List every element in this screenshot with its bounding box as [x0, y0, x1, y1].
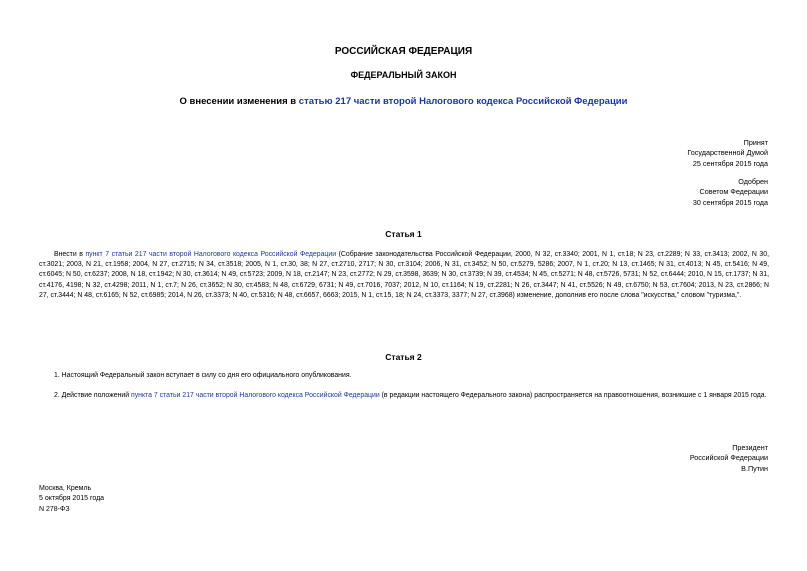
signature-title: Президент — [732, 443, 768, 452]
law-title — [0, 96, 807, 107]
adopted-label: Принят — [743, 138, 768, 147]
article-1-link[interactable]: пункт 7 статьи 217 части второй Налогового кодекса Российской Федерации — [85, 251, 337, 258]
law-type-heading: ФЕДЕРАЛЬНЫЙ ЗАКОН — [350, 70, 457, 80]
article-1-text — [39, 250, 769, 301]
place-date: 5 октября 2015 года — [39, 495, 105, 503]
signature-name: В.Путин — [741, 463, 768, 473]
article-2-prefix: 2. Действие положений — [54, 392, 131, 399]
article-2-heading: Статья 2 — [385, 352, 422, 362]
approved-body: Советом Федерации — [699, 187, 768, 197]
signature-country: Российской Федерации — [689, 453, 768, 463]
approved-label: Одобрен — [738, 177, 768, 186]
article-1-rest: (Собрание законодательства Российской Федерации, 2000, N 32, ст.3340; 2001, N 1, ст.18; N 23, ст.2289; N 33, ст.3413; 2002, N 30, ст.3021; 2003, N 21, ст.1958; 2004, N 27, ст.2715; N 34, ст.3518; 2005, N 1, ст.30, 38; N 27, ст.2710, 2717; N 30, ст.3104; 2006, N 31, ст.3452; N 50, ст.5279, 5286; 2007, N 1, ст.20; N 13, ст.1465; N 31, ст.4013; N 45, ст.5416; N 49, ст.6045; N 50, ст.6237; 2008, N 18, ст.1942; N 30, ст.3614; N 49, ст.5723; 2009, N 18, ст.2147; N 23, ст.2772; N 29, ст.3598, 3639; N 30, ст.3739; N 39, ст.4534; N 45, ст.5271; N 48, ст.5726, 5731; N 52, ст.6444; 2010, N 15, ст.1737; N 31, ст.4176, 4198; N 32, ст.4298; 2011, N 1, ст.7; N 26, ст.3652; N 30, ст.4583; N 48, ст.6729, 6731; N 49, ст.7016, 7037; 2012, N 10, ст.1164; N 19, ст.2281; N 26, ст.3447; N 41, ст.5526; N 49, ст.6750; N 53, ст.7604; 2013, N 23, ст.2866; N 27, ст.3444; N 48, ст.6165; N 52, ст.6985; 2014, N 26, ст.3373; N 40, ст.5316; N 48, ст.6657, 6663; 2015, N 1, ст.15, 18; N 24, ст.3373, 3377; N 27, ст.3968) изменение, дополнив его после слова "искусства," словом "туризма,". — [39, 251, 769, 299]
approval-block — [468, 177, 768, 208]
article-1-heading: Статья 1 — [385, 229, 422, 239]
adopted-body: Государственной Думой — [687, 148, 768, 158]
adopted-date: 25 сентября 2015 года — [692, 158, 768, 168]
article-1-prefix: Внести в — [54, 251, 86, 258]
place-date-block — [39, 484, 339, 515]
article-2-paragraph-2 — [39, 391, 769, 401]
adoption-block — [468, 138, 768, 169]
approved-date: 30 сентября 2015 года — [692, 197, 768, 207]
law-title-prefix: О внесении изменения в — [179, 96, 299, 107]
place-city: Москва, Кремль — [39, 485, 92, 492]
article-2-link[interactable]: пункта 7 статьи 217 части второй Налогового кодекса Российской Федерации — [131, 392, 380, 399]
country-heading: РОССИЙСКАЯ ФЕДЕРАЦИЯ — [334, 46, 473, 57]
article-2-paragraph-1: 1. Настоящий Федеральный закон вступает в силу со дня его официального опубликования. — [54, 372, 352, 379]
signature-block — [468, 443, 768, 474]
law-title-link[interactable]: статью 217 части второй Налогового кодекса Российской Федерации — [298, 96, 628, 107]
article-2-rest: (в редакции настоящего Федерального закона) распространяется на правоотношения, возникшие с 1 января 2015 года. — [379, 392, 767, 399]
law-number: N 278-ФЗ — [39, 505, 70, 513]
